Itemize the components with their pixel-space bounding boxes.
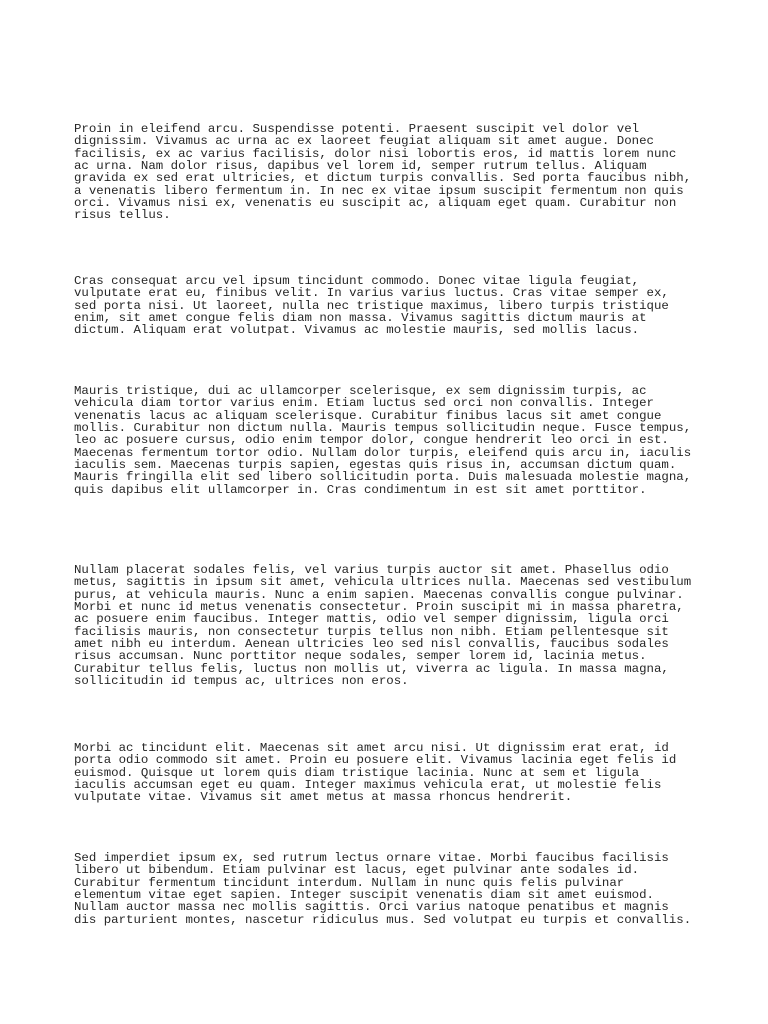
- paragraph-5: Morbi ac tincidunt elit. Maecenas sit amet arcu nisi. Ut dignissim erat erat, id porta odio commodo sit amet. Proin eu posuere elit. Vivamus lacinia eget felis id euismod. Quisque ut lorem quis diam tristique lacinia. Nunc at sem et ligula iaculis accumsan eget eu quam. Integer maximus vehicula erat, ut molestie felis vulputate vitae. Vivamus sit amet metus at massa rhoncus hendrerit.: [74, 741, 677, 805]
- paragraph-6: Sed imperdiet ipsum ex, sed rutrum lectus ornare vitae. Morbi faucibus facilisis libero ut bibendum. Etiam pulvinar est lacus, eget pulvinar ante sodales id. Curabitur fermentum tincidunt interdum. Nullam in nunc quis felis pulvinar elementum vitae eget sapien. Integer suscipit venenatis diam sit amet euismod. Nullam auctor massa nec mollis sagittis. Orci varius natoque penatibus et magnis dis parturient montes, nascetur ridiculus mus. Sed volutpat eu turpis et convallis.: [74, 851, 692, 927]
- paragraph-2: Cras consequat arcu vel ipsum tincidunt commodo. Donec vitae ligula feugiat, vulputate erat eu, finibus velit. In varius varius luctus. Cras vitae semper ex, sed porta nisi. Ut laoreet, nulla nec tristique maximus, libero turpis tristique enim, sit amet congue felis diam non massa. Vivamus sagittis dictum mauris at dictum. Aliquam erat volutpat. Vivamus ac molestie mauris, sed mollis lacus.: [74, 274, 669, 338]
- paragraph-3: Mauris tristique, dui ac ullamcorper scelerisque, ex sem dignissim turpis, ac vehicula diam tortor varius enim. Etiam luctus sed orci non convallis. Integer venenatis lacus ac aliquam scelerisque. Curabitur finibus lacus sit amet congue mollis. Curabitur non dictum nulla. Mauris tempus sollicitudin neque. Fusce tempus, leo ac posuere cursus, odio enim tempor dolor, congue hendrerit leo orci in est. Maecenas fermentum tortor odio. Nullam dolor turpis, eleifend quis arcu in, iaculis iaculis sem. Maecenas turpis sapien, egestas quis risus in, accumsan dictum quam. Mauris fringilla elit sed libero sollicitudin porta. Duis malesuada molestie magna, quis dapibus elit ullamcorper in. Cras condimentum in est sit amet porttitor.: [74, 384, 692, 497]
- paragraph-4: Nullam placerat sodales felis, vel varius turpis auctor sit amet. Phasellus odio metus, sagittis in ipsum sit amet, vehicula ultrices nulla. Maecenas sed vestibulum purus, at vehicula mauris. Nunc a enim sapien. Maecenas convallis congue pulvinar. Morbi et nunc id metus venenatis consectetur. Proin suscipit mi in massa pharetra, ac posuere enim faucibus. Integer mattis, odio vel semper dignissim, ligula orci facilisis mauris, non consectetur turpis tellus non nibh. Etiam pellentesque sit amet nibh eu interdum. Aenean ultricies leo sed nisl convallis, faucibus sodales risus accumsan. Nunc porttitor neque sodales, semper lorem id, lacinia metus. Curabitur tellus felis, luctus non mollis ut, viverra ac ligula. In massa magna, sollicitudin id tempus ac, ultrices non eros.: [74, 563, 692, 689]
- paragraph-1: Proin in eleifend arcu. Suspendisse potenti. Praesent suscipit vel dolor vel dignissim. Vivamus ac urna ac ex laoreet feugiat aliquam sit amet augue. Donec facilisis, ex ac varius facilisis, dolor nisi lobortis eros, id mattis lorem nunc ac urna. Nam dolor risus, dapibus vel lorem id, semper rutrum tellus. Aliquam gravida ex sed erat ultricies, et dictum turpis convallis. Sed porta faucibus nibh, a venenatis libero fermentum in. In nec ex vitae ipsum suscipit fermentum non quis orci. Vivamus nisi ex, venenatis eu suscipit ac, aliquam eget quam. Curabitur non risus tellus.: [74, 122, 692, 223]
